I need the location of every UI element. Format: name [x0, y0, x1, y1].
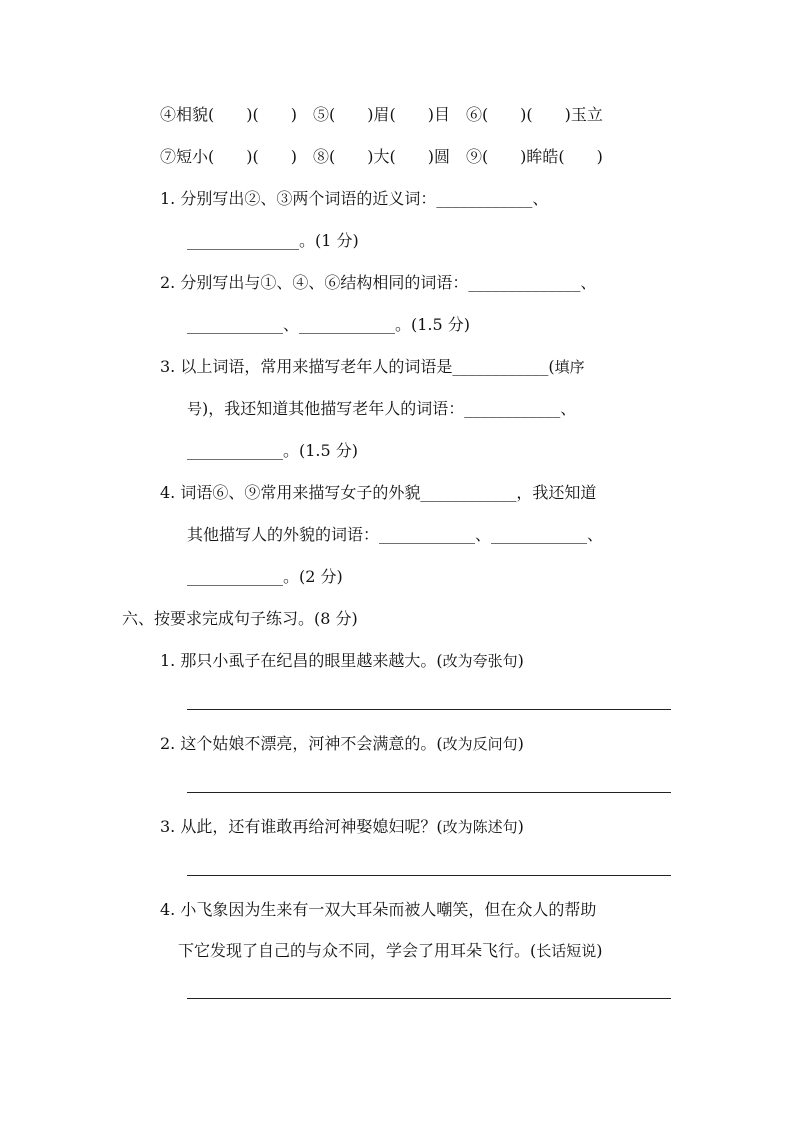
sentence-2-text: 2. 这个姑娘不漂亮，河神不会满意的。(: [160, 734, 443, 753]
question-3-hint-cont: 号: [187, 400, 203, 418]
sentence-4-line-1: 4. 小飞象因为生来有一双大耳朵而被人嘲笑，但在众人的帮助: [160, 900, 597, 919]
question-4-line-3: ____________。(2 分): [187, 567, 343, 586]
word-row-2: ⑦短小( )( ) ⑧( )大( )圆 ⑨( )眸皓( ): [160, 147, 603, 166]
question-4-line-1: 4. 词语⑥、⑨常用来描写女子的外貌____________，我还知道: [160, 483, 597, 502]
sentence-2: [160, 733, 524, 755]
sentence-2-close: ): [517, 734, 524, 753]
sentence-4-line-2: [178, 940, 603, 962]
question-3-line-2: [187, 398, 576, 420]
section-6-title: 六、按要求完成句子练习。(8 分): [122, 609, 358, 628]
sentence-3-hint: 改为陈述句: [442, 818, 518, 836]
question-1-line-1: 1. 分别写出②、③两个词语的近义词：____________、: [160, 189, 549, 208]
sentence-4-close: ): [596, 941, 603, 960]
answer-line-3[interactable]: [187, 875, 671, 876]
question-3-line-3: ____________。(1.5 分): [187, 441, 359, 460]
question-3-line-1: [160, 356, 585, 378]
sentence-4-hint: 长话短说: [536, 942, 597, 960]
question-1-line-2: ______________。(1 分): [187, 231, 359, 250]
answer-line-1[interactable]: [187, 709, 671, 710]
question-3-hint: 填序: [554, 358, 585, 376]
sentence-1: [160, 650, 524, 672]
question-3-text-cont: )，我还知道其他描写老年人的词语：____________、: [202, 399, 577, 418]
sentence-1-hint: 改为夸张句: [442, 652, 518, 670]
sentence-3-close: ): [517, 817, 524, 836]
sentence-1-text: 1. 那只小虱子在纪昌的眼里越来越大。(: [160, 651, 443, 670]
question-2-line-1: 2. 分别写出与①、④、⑥结构相同的词语：______________、: [160, 273, 597, 292]
sentence-4-text: 下它发现了自己的与众不同，学会了用耳朵飞行。(: [178, 941, 537, 960]
question-2-line-2: ____________、____________。(1.5 分): [187, 315, 471, 334]
answer-line-2[interactable]: [187, 792, 671, 793]
sentence-1-close: ): [517, 651, 524, 670]
question-3-text: 3. 以上词语，常用来描写老年人的词语是____________(: [160, 357, 555, 376]
sentence-2-hint: 改为反问句: [442, 735, 518, 753]
sentence-3-text: 3. 从此，还有谁敢再给河神娶媳妇呢？(: [160, 817, 443, 836]
sentence-3: [160, 816, 524, 838]
question-4-line-2: 其他描写人的外貌的词语：____________、____________、: [187, 525, 604, 544]
answer-line-4[interactable]: [187, 998, 671, 999]
word-row-1: ④相貌( )( ) ⑤( )眉( )目 ⑥( )( )玉立: [160, 105, 603, 124]
